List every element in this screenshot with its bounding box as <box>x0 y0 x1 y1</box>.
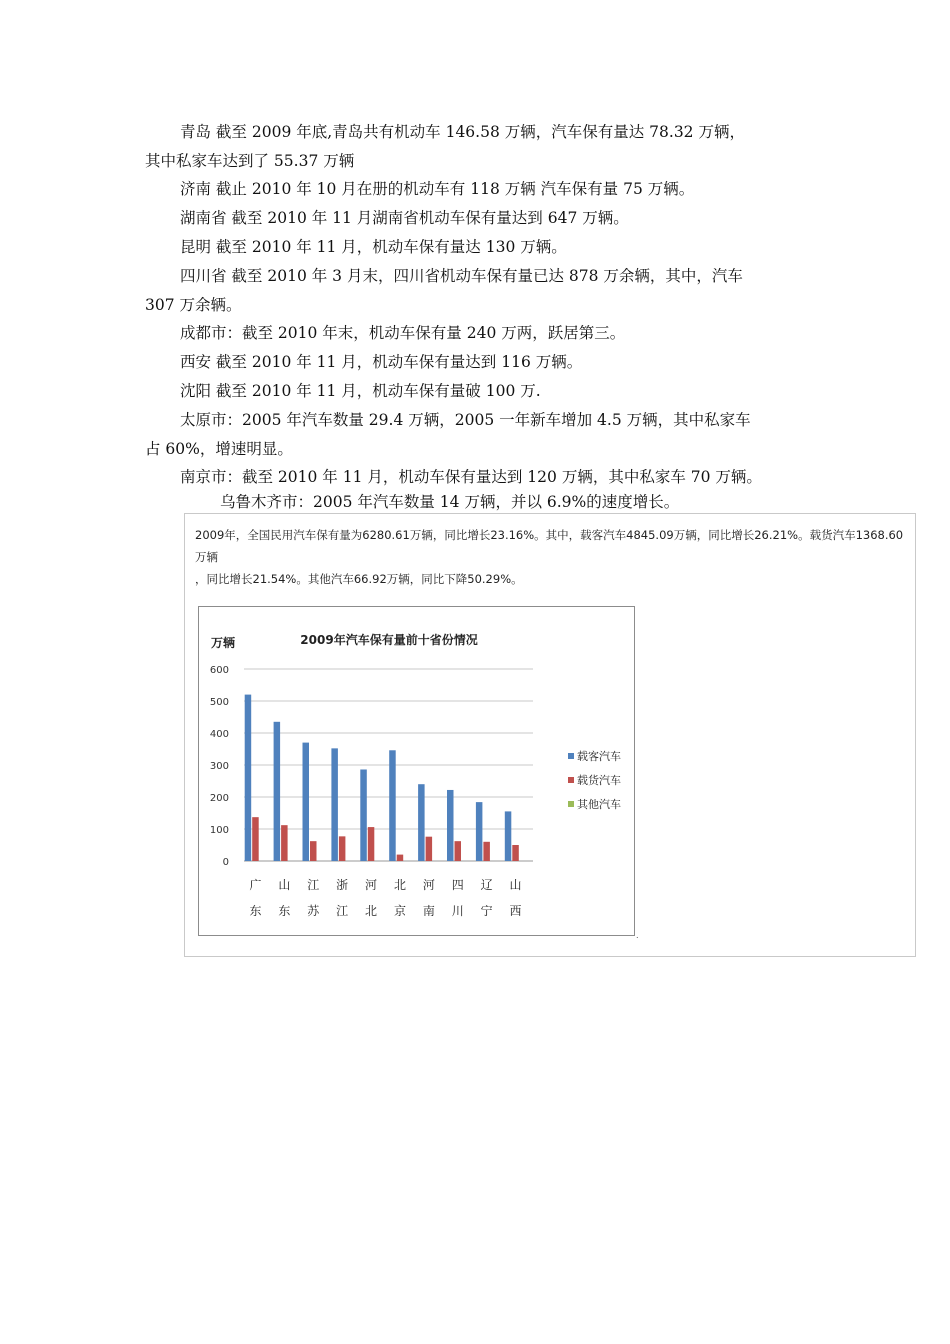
bar <box>455 841 462 861</box>
bar <box>389 750 396 861</box>
x-axis-labels <box>249 877 521 918</box>
caption-line-2: ，同比增长21.54%。其他汽车66.92万辆，同比下降50.29%。 <box>195 572 523 586</box>
bar <box>274 722 281 861</box>
x-tick-label: 山 <box>509 878 522 892</box>
paragraph-text: 乌鲁木齐市：2005 年汽车数量 14 万辆，并以 6.9%的速度增长。 <box>220 493 680 511</box>
paragraph-first-line: 南京市：截至 2010 年 11 月，机动车保有量达到 120 万辆，其中私家车 70 万辆。 <box>180 468 762 486</box>
y-tick-label: 600 <box>209 665 229 676</box>
caption-line-1: 2009年，全国民用汽车保有量为6280.61万辆，同比增长23.16%。其中，载客汽车4845.09万辆，同比增长26.21%。载货汽车1368.60万辆 <box>195 528 904 564</box>
y-tick-label: 200 <box>209 793 229 804</box>
paragraph-first-line: 成都市：截至 2010 年末，机动车保有量 240 万两，跃居第三。 <box>180 324 626 342</box>
figure-caption <box>195 524 907 590</box>
x-tick-label: 川 <box>451 904 464 918</box>
bar <box>483 842 490 861</box>
paragraph <box>145 319 810 348</box>
chart-frame <box>198 606 635 936</box>
paragraph-first-line: 太原市：2005 年汽车数量 29.4 万辆，2005 一年新车增加 4.5 万辆，其中私家车 <box>180 411 751 429</box>
bar <box>310 841 317 861</box>
bar <box>447 790 454 861</box>
paragraph <box>145 233 810 262</box>
y-axis-label: 万辆 <box>211 636 236 650</box>
paragraph-first-line: 西安 截至 2010 年 11 月，机动车保有量达到 116 万辆。 <box>180 353 583 371</box>
stray-mark: . <box>636 931 639 940</box>
legend-swatch <box>568 777 574 783</box>
legend-label: 载货汽车 <box>577 774 621 787</box>
bar <box>426 837 433 861</box>
bar-chart <box>199 607 634 935</box>
x-tick-label: 北 <box>393 878 406 892</box>
y-tick-label: 300 <box>209 761 229 772</box>
legend-swatch <box>568 753 574 759</box>
paragraph-first-line: 济南 截止 2010 年 10 月在册的机动车有 118 万辆 汽车保有量 75 万辆。 <box>180 180 695 198</box>
paragraph <box>145 118 810 175</box>
x-tick-label: 东 <box>249 904 262 918</box>
bar <box>512 845 519 861</box>
x-tick-label: 河 <box>365 878 378 892</box>
x-tick-label: 江 <box>336 904 349 918</box>
legend <box>568 749 621 811</box>
paragraph <box>145 406 810 463</box>
x-tick-label: 山 <box>278 878 291 892</box>
paragraph-continuation: 307 万余辆。 <box>145 295 242 314</box>
x-tick-label: 京 <box>393 904 406 918</box>
x-tick-label: 宁 <box>480 904 493 918</box>
x-tick-label: 四 <box>451 878 464 892</box>
paragraph <box>145 204 810 233</box>
y-tick-label: 0 <box>222 857 229 868</box>
bar <box>360 769 367 861</box>
y-tick-label: 400 <box>209 729 229 740</box>
x-tick-label: 浙 <box>336 878 349 892</box>
y-axis-ticks <box>210 665 229 868</box>
bar <box>245 695 252 861</box>
paragraph-first-line: 湖南省 截至 2010 年 11 月湖南省机动车保有量达到 647 万辆。 <box>180 209 629 227</box>
paragraph <box>145 348 810 377</box>
chart-title: 2009年汽车保有量前十省份情况 <box>300 633 478 647</box>
bar <box>368 827 375 861</box>
figure-box <box>184 513 916 957</box>
x-tick-label: 东 <box>278 904 291 918</box>
bar <box>505 811 512 861</box>
bar <box>331 748 338 861</box>
bar <box>252 817 259 861</box>
legend-label: 载客汽车 <box>577 750 621 763</box>
x-tick-label: 江 <box>307 878 320 892</box>
x-tick-label: 西 <box>509 904 522 918</box>
bar <box>397 855 404 861</box>
legend-swatch <box>568 801 574 807</box>
x-tick-label: 河 <box>422 878 435 892</box>
bar <box>281 825 288 861</box>
x-tick-label: 南 <box>422 904 435 918</box>
y-tick-label: 500 <box>209 697 229 708</box>
paragraph-first-line: 沈阳 截至 2010 年 11 月，机动车保有量破 100 万. <box>180 382 541 400</box>
x-tick-label: 广 <box>249 878 262 892</box>
paragraph <box>145 377 810 406</box>
bars <box>245 695 519 861</box>
bar <box>339 836 346 861</box>
paragraph-first-line: 昆明 截至 2010 年 11 月，机动车保有量达 130 万辆。 <box>180 238 567 256</box>
paragraph-first-line: 四川省 截至 2010 年 3 月末，四川省机动车保有量已达 878 万余辆，其中，汽车 <box>180 267 743 285</box>
y-tick-label: 100 <box>209 825 229 836</box>
x-tick-label: 辽 <box>480 878 493 892</box>
x-tick-label: 北 <box>365 904 378 918</box>
paragraph-continuation: 占 60%，增速明显。 <box>145 439 293 458</box>
bar <box>418 784 425 861</box>
paragraph-continuation: 其中私家车达到了 55.37 万辆 <box>145 151 355 170</box>
paragraph <box>145 175 810 204</box>
x-tick-label: 苏 <box>307 904 320 918</box>
bar <box>476 802 483 861</box>
paragraph-first-line: 青岛 截至 2009 年底,青岛共有机动车 146.58 万辆，汽车保有量达 78.32 万辆， <box>180 123 745 141</box>
paragraph <box>145 262 810 319</box>
legend-label: 其他汽车 <box>577 798 621 811</box>
bar <box>303 743 310 861</box>
